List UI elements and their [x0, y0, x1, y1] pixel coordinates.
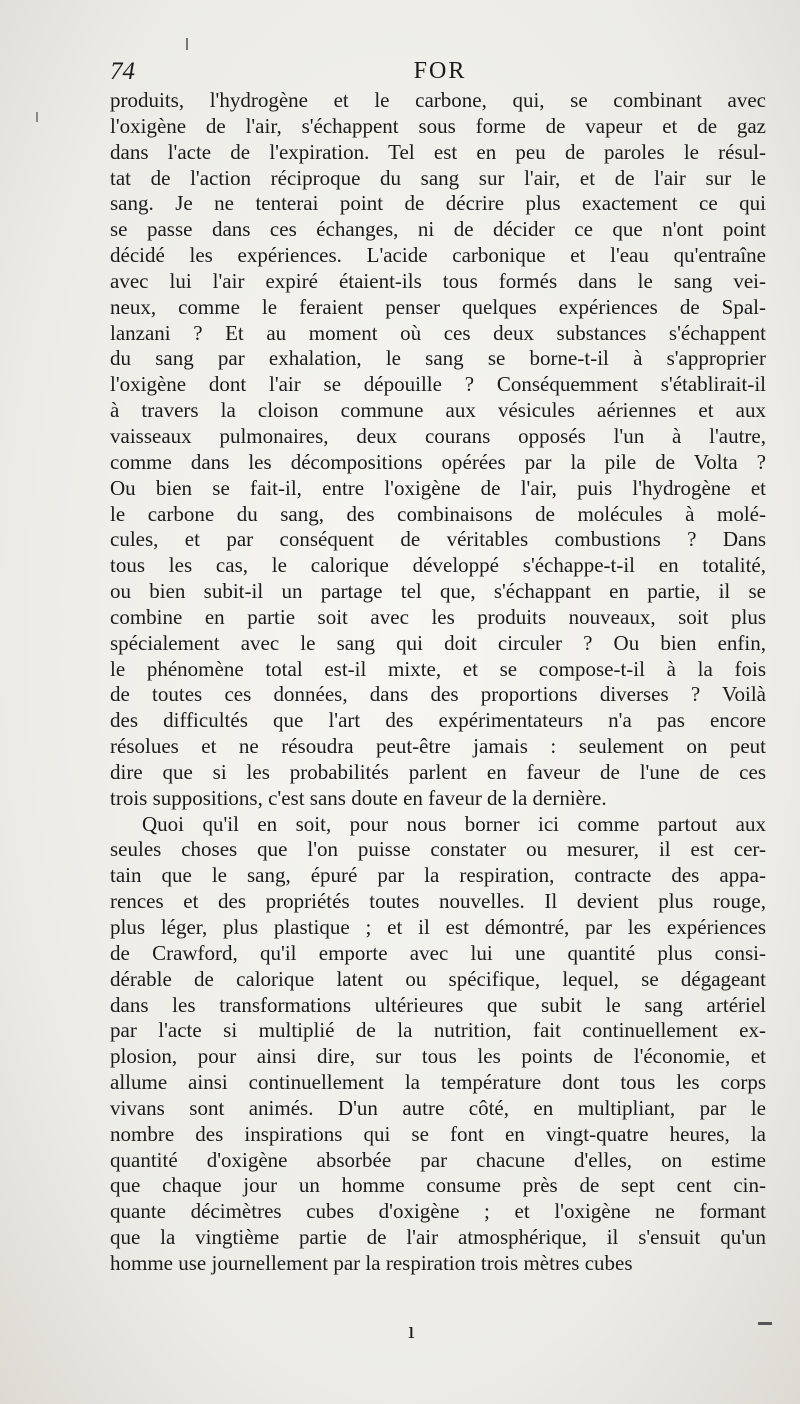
- text-line: plosion, pour ainsi dire, sur tous les points de l'économie, et: [110, 1044, 766, 1069]
- text-line: plus léger, plus plastique ; et il est démontré, par les expériences: [110, 915, 766, 939]
- text-line: vivans sont animés. D'un autre côté, en multipliant, par le: [110, 1095, 766, 1120]
- text-line: comme dans les décompositions opérées par la pile de Volta ?: [110, 449, 766, 474]
- page-header: [110, 58, 770, 88]
- text-line: dans les transformations ultérieures que subit le sang artériel: [110, 992, 766, 1017]
- text-line: trois suppositions, c'est sans doute en faveur de la dernière.: [110, 785, 607, 810]
- text-line: Ou bien se fait-il, entre l'oxigène de l'air, puis l'hydrogène et: [110, 475, 766, 500]
- text-line: combine en partie soit avec les produits nouveaux, soit plus: [110, 604, 766, 629]
- text-line: quante décimètres cubes d'oxigène ; et l'oxigène ne formant: [110, 1199, 766, 1224]
- text-line: Quoi qu'il en soit, pour nous borner ici comme partout aux: [142, 811, 766, 836]
- running-head: FOR: [413, 58, 467, 84]
- text-line: de toutes ces données, dans des proportions diverses ? Voilà: [110, 682, 766, 707]
- text-line: dire que si les probabilités parlent en faveur de l'une de ces: [110, 759, 766, 784]
- text-line: ou bien subit-il un partage tel que, s'échappant en partie, il se: [110, 579, 766, 604]
- text-line: seules choses que l'on puisse constater ou mesurer, il est cer-: [110, 837, 766, 862]
- text-line: produits, l'hydrogène et le carbone, qui, se combinant avec: [110, 88, 766, 112]
- text-line: que chaque jour un homme consume près de sept cent cin-: [110, 1173, 766, 1198]
- text-line: l'oxigène dont l'air se dépouille ? Conséquemment s'établirait-il: [110, 372, 766, 397]
- text-line: allume ainsi continuellement la température dont tous les corps: [110, 1070, 766, 1095]
- text-line: tat de l'action réciproque du sang sur l'air, et de l'air sur le: [110, 165, 766, 190]
- text-line: se passe dans ces échanges, ni de décider ce que n'ont point: [110, 217, 766, 242]
- text-line: le carbone du sang, des combinaisons de molécules à molé-: [110, 501, 766, 526]
- text-line: dérable de calorique latent ou spécifique, lequel, se dégageant: [110, 966, 766, 991]
- text-line: à travers la cloison commune aux vésicules aériennes et aux: [110, 398, 766, 423]
- text-line: dans l'acte de l'expiration. Tel est en peu de paroles le résul-: [110, 139, 766, 164]
- text-line: lanzani ? Et au moment où ces deux substances s'échappent: [110, 320, 766, 345]
- body-text: [110, 88, 766, 1277]
- footer-mark: ı: [408, 1318, 415, 1344]
- print-mark: [758, 1322, 772, 1325]
- text-line: avec lui l'air expiré étaient-ils tous formés dans le sang vei-: [110, 268, 766, 293]
- paragraph: [110, 812, 766, 1277]
- text-line: l'oxigène de l'air, s'échappent sous forme de vapeur et de gaz: [110, 113, 766, 138]
- text-line: sang. Je ne tenterai point de décrire plus exactement ce qui: [110, 191, 766, 216]
- print-mark: [186, 38, 188, 50]
- text-line: neux, comme le feraient penser quelques expériences de Spal-: [110, 294, 766, 319]
- text-line: le phénomène total est-il mixte, et se compose-t-il à la fois: [110, 656, 766, 681]
- text-line: des difficultés que l'art des expérimentateurs n'a pas encore: [110, 708, 766, 733]
- paragraph: [110, 88, 766, 812]
- text-line: nombre des inspirations qui se font en vingt-quatre heures, la: [110, 1121, 766, 1146]
- text-line: tain que le sang, épuré par la respiration, contracte des appa-: [110, 863, 766, 888]
- text-line: cules, et par conséquent de véritables combustions ? Dans: [110, 527, 766, 552]
- page-number: 74: [110, 58, 135, 85]
- text-line: résolues et ne résoudra peut-être jamais : seulement on peut: [110, 734, 766, 759]
- text-line: décidé les expériences. L'acide carbonique et l'eau qu'entraîne: [110, 243, 766, 268]
- text-line: de Crawford, qu'il emporte avec lui une quantité plus consi-: [110, 940, 766, 965]
- text-line: tous les cas, le calorique développé s'échappe-t-il en totalité,: [110, 553, 766, 578]
- text-line: que la vingtième partie de l'air atmosphérique, il s'ensuit qu'un: [110, 1225, 766, 1250]
- print-mark: [36, 112, 38, 122]
- text-line: du sang par exhalation, le sang se borne-t-il à s'approprier: [110, 346, 766, 371]
- text-line: quantité d'oxigène absorbée par chacune d'elles, on estime: [110, 1147, 766, 1172]
- text-line: rences et des propriétés toutes nouvelles. Il devient plus rouge,: [110, 889, 766, 914]
- text-line: vaisseaux pulmonaires, deux courans opposés l'un à l'autre,: [110, 423, 766, 448]
- text-line: homme use journellement par la respiration trois mètres cubes: [110, 1250, 633, 1275]
- text-line: spécialement avec le sang qui doit circuler ? Ou bien enfin,: [110, 630, 766, 655]
- text-line: par l'acte si multiplié de la nutrition, fait continuellement ex-: [110, 1018, 766, 1043]
